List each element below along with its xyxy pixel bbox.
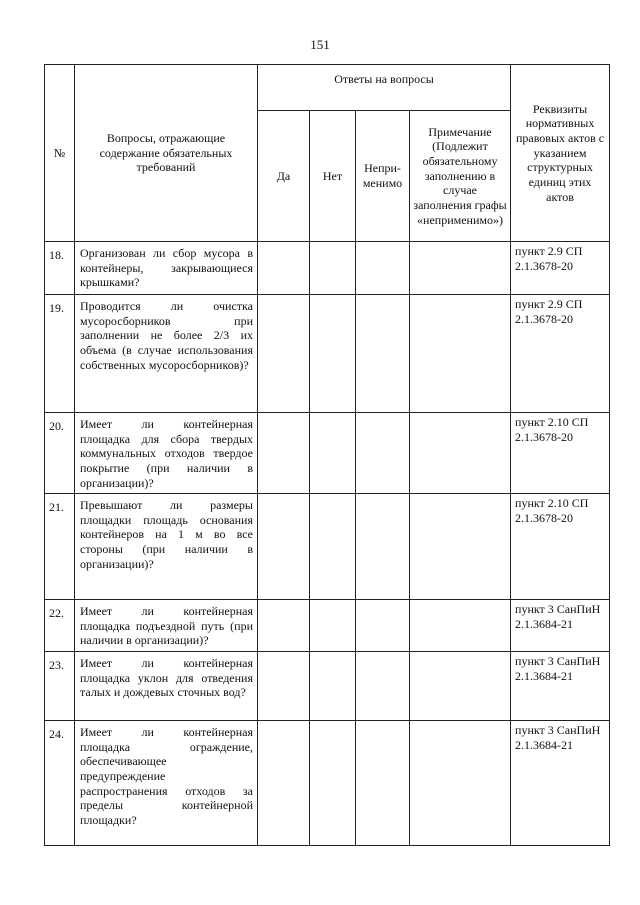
answer-no-cell[interactable] bbox=[310, 295, 356, 413]
row-number: 21. bbox=[45, 494, 75, 600]
note-cell[interactable] bbox=[410, 600, 511, 652]
row-number: 24. bbox=[45, 721, 75, 846]
answer-not-applicable-cell[interactable] bbox=[356, 295, 410, 413]
row-number: 19. bbox=[45, 295, 75, 413]
note-cell[interactable] bbox=[410, 242, 511, 295]
answer-yes-cell[interactable] bbox=[258, 600, 310, 652]
row-number: 18. bbox=[45, 242, 75, 295]
answer-no-cell[interactable] bbox=[310, 600, 356, 652]
header-row-top bbox=[45, 65, 610, 111]
answer-not-applicable-cell[interactable] bbox=[356, 413, 410, 494]
note-cell[interactable] bbox=[410, 295, 511, 413]
question-cell: Организован ли сбор мусора в контейнеры, закрывающиеся крышками? bbox=[75, 242, 258, 295]
table-row bbox=[45, 413, 610, 494]
header-not-applicable: Непри-менимо bbox=[356, 111, 410, 242]
reference-cell: пункт 2.10 СП 2.1.3678-20 bbox=[511, 494, 610, 600]
answer-yes-cell[interactable] bbox=[258, 721, 310, 846]
header-num: № bbox=[45, 65, 75, 242]
reference-cell: пункт 2.9 СП 2.1.3678-20 bbox=[511, 295, 610, 413]
table-row bbox=[45, 242, 610, 295]
reference-cell: пункт 2.10 СП 2.1.3678-20 bbox=[511, 413, 610, 494]
note-cell[interactable] bbox=[410, 652, 511, 721]
row-number: 22. bbox=[45, 600, 75, 652]
question-cell: Имеет ли контейнерная площадка ограждение, обеспечивающее предупреждение распространения отходов за пределы контейнерной площадки? bbox=[75, 721, 258, 846]
question-cell: Превышают ли размеры площадки площадь основания контейнеров на 1 м во все стороны (при наличии в организации)? bbox=[75, 494, 258, 600]
answer-no-cell[interactable] bbox=[310, 242, 356, 295]
row-number: 23. bbox=[45, 652, 75, 721]
header-no: Нет bbox=[310, 111, 356, 242]
answer-yes-cell[interactable] bbox=[258, 295, 310, 413]
question-cell: Проводится ли очистка мусоросборников при заполнении не более 2/3 их объема (в случае использования собственных мусоросборников)? bbox=[75, 295, 258, 413]
answer-not-applicable-cell[interactable] bbox=[356, 494, 410, 600]
answer-no-cell[interactable] bbox=[310, 721, 356, 846]
answer-no-cell[interactable] bbox=[310, 652, 356, 721]
question-cell: Имеет ли контейнерная площадка подъездной путь (при наличии в организации)? bbox=[75, 600, 258, 652]
answer-yes-cell[interactable] bbox=[258, 413, 310, 494]
reference-cell: пункт 3 СанПиН 2.1.3684-21 bbox=[511, 652, 610, 721]
note-cell[interactable] bbox=[410, 494, 511, 600]
checklist-table bbox=[44, 64, 610, 846]
table-row bbox=[45, 494, 610, 600]
header-answers: Ответы на вопросы bbox=[258, 65, 511, 111]
row-number: 20. bbox=[45, 413, 75, 494]
header-requisites: Реквизиты нормативных правовых актов с указанием структурных единиц этих актов bbox=[511, 65, 610, 242]
question-cell: Имеет ли контейнерная площадка для сбора твердых коммунальных отходов твердое покрытие (при наличии в организации)? bbox=[75, 413, 258, 494]
table-row bbox=[45, 652, 610, 721]
note-cell[interactable] bbox=[410, 413, 511, 494]
answer-yes-cell[interactable] bbox=[258, 652, 310, 721]
answer-not-applicable-cell[interactable] bbox=[356, 242, 410, 295]
header-note: Примечание (Подлежит обязательному заполнению в случае заполнения графы «неприменимо») bbox=[410, 111, 511, 242]
answer-no-cell[interactable] bbox=[310, 494, 356, 600]
answer-not-applicable-cell[interactable] bbox=[356, 600, 410, 652]
reference-cell: пункт 3 СанПиН 2.1.3684-21 bbox=[511, 721, 610, 846]
reference-cell: пункт 3 СанПиН 2.1.3684-21 bbox=[511, 600, 610, 652]
answer-yes-cell[interactable] bbox=[258, 242, 310, 295]
answer-not-applicable-cell[interactable] bbox=[356, 652, 410, 721]
header-questions: Вопросы, отражающие содержание обязательных требований bbox=[75, 65, 258, 242]
page-number: 151 bbox=[310, 37, 330, 52]
table-row bbox=[45, 295, 610, 413]
reference-cell: пункт 2.9 СП 2.1.3678-20 bbox=[511, 242, 610, 295]
table-row bbox=[45, 600, 610, 652]
header-yes: Да bbox=[258, 111, 310, 242]
question-cell: Имеет ли контейнерная площадка уклон для отведения талых и дождевых сточных вод? bbox=[75, 652, 258, 721]
answer-yes-cell[interactable] bbox=[258, 494, 310, 600]
table-row bbox=[45, 721, 610, 846]
answer-not-applicable-cell[interactable] bbox=[356, 721, 410, 846]
answer-no-cell[interactable] bbox=[310, 413, 356, 494]
note-cell[interactable] bbox=[410, 721, 511, 846]
